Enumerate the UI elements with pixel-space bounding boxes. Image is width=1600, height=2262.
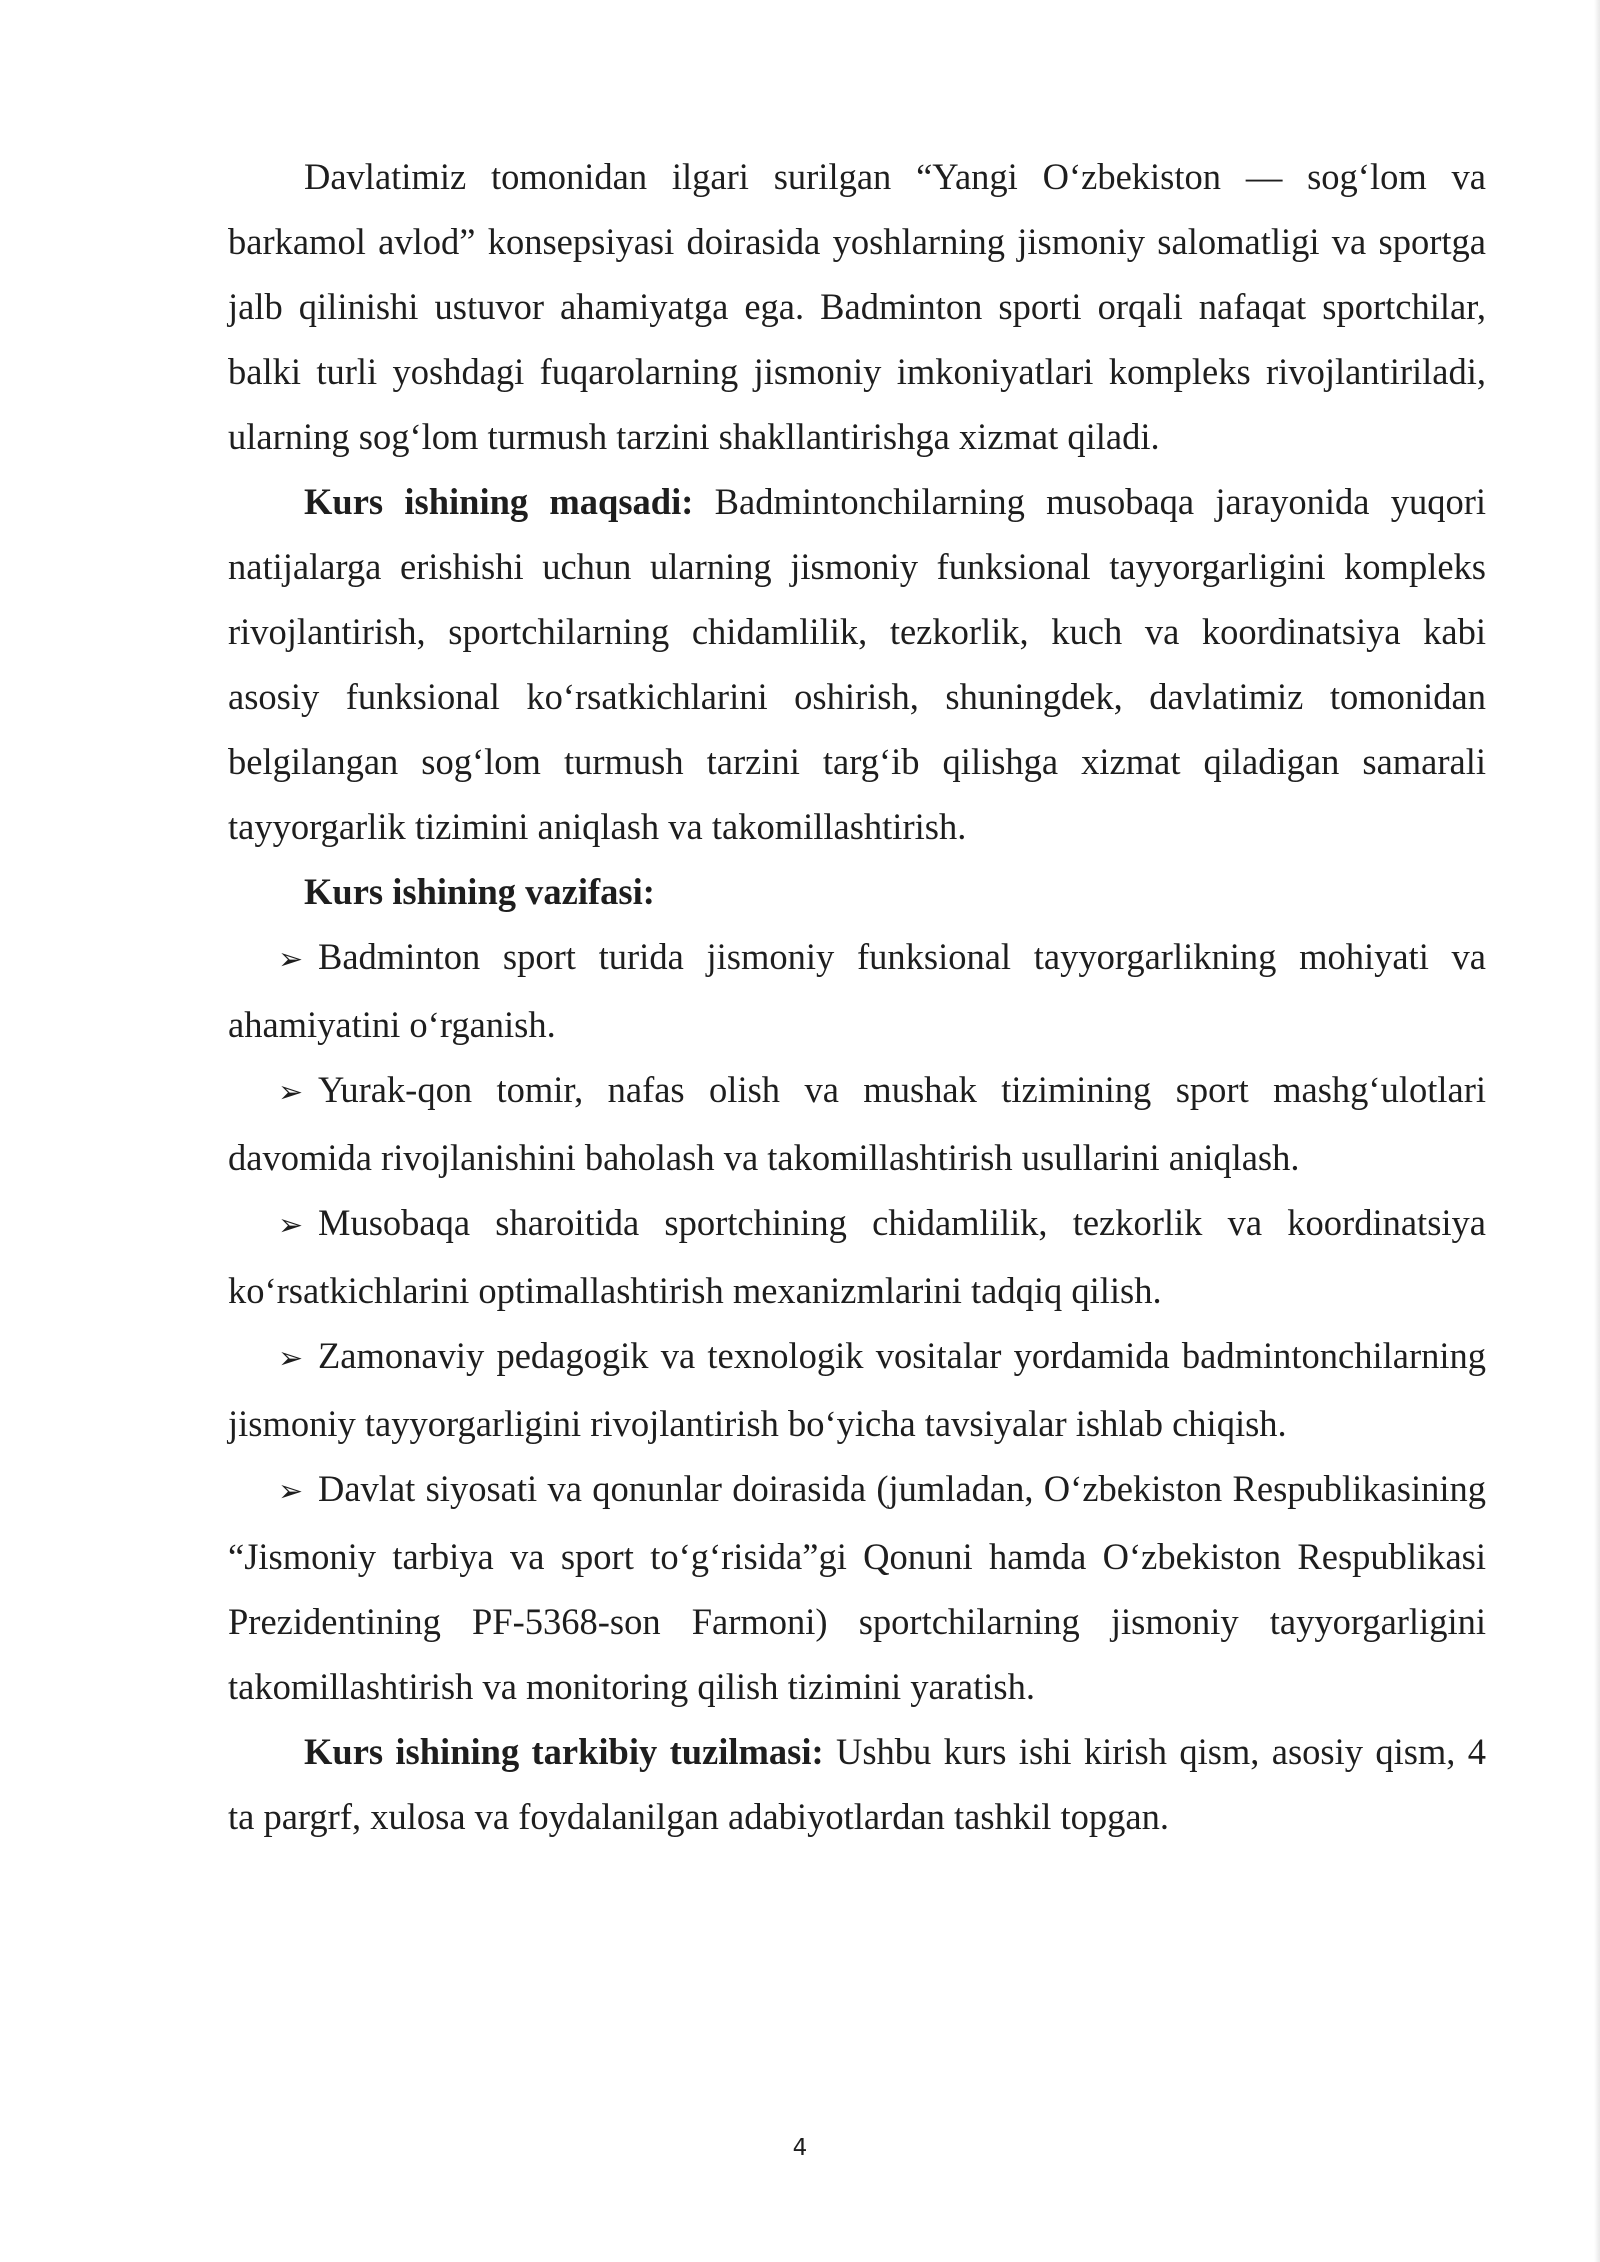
task-text: Badminton sport turida jismoniy funksional tayyorgarlikning mohiyati va ahamiyatini o‘rganish. [228, 936, 1486, 1045]
task-text: Musobaqa sharoitida sportchining chidamlilik, tezkorlik va koordinatsiya ko‘rsatkichlarini optimallashtirish mexanizmlarini tadqiq qilish. [228, 1202, 1486, 1311]
goal-label: Kurs ishining maqsadi: [304, 481, 694, 522]
task-text: Yurak-qon tomir, nafas olish va mushak tizimining sport mashg‘ulotlari davomida rivojlanishini baholash va takomillashtirish usullarini aniqlash. [228, 1069, 1486, 1178]
intro-paragraph: Davlatimiz tomonidan ilgari surilgan “Yangi O‘zbekiston — sog‘lom va barkamol avlod” konsepsiyasi doirasida yoshlarning jismoniy salomatligi va sportga jalb qilinishi ustuvor ahamiyatga ega. Badminton sporti orqali nafaqat sportchilar, balki turli yoshdagi fuqarolarning jismoniy imkoniyatlari kompleks rivojlantiriladi, ularning sog‘lom turmush tarzini shakllantirishga xizmat qiladi. [228, 156, 1486, 457]
arrow-bullet-icon: ➢ [278, 1075, 304, 1110]
structure-label: Kurs ishining tarkibiy tuzilmasi: [304, 1731, 824, 1772]
task-text: Zamonaviy pedagogik va texnologik vositalar yordamida badmintonchilarning jismoniy tayyorgarligini rivojlantirish bo‘yicha tavsiyalar ishlab chiqish. [228, 1335, 1486, 1444]
arrow-bullet-icon: ➢ [278, 1341, 304, 1376]
page-number: 4 [792, 2135, 808, 2161]
structure-text: Ushbu kurs ishi kirish qism, asosiy qism, 4 ta pargrf, xulosa va foydalanilgan adabiyotlardan tashkil topgan. [228, 1731, 1487, 1837]
task-item [228, 1456, 1486, 1719]
goal-paragraph [228, 469, 1486, 859]
arrow-bullet-icon: ➢ [278, 1474, 304, 1509]
goal-text: Badmintonchilarning musobaqa jarayonida yuqori natijalarga erishishi uchun ularning jismoniy funksional tayyorgarligini kompleks rivojlantirish, sportchilarning chidamlilik, tezkorlik, kuch va koordinatsiya kabi asosiy funksional ko‘rsatkichlarini oshirish, shuningdek, davlatimiz tomonidan belgilangan sog‘lom turmush tarzini targ‘ib qilishga xizmat qiladigan samarali tayyorgarlik tizimini aniqlash va takomillashtirish. [228, 481, 1486, 847]
body-text [228, 144, 1486, 1849]
page-edge-shadow [1594, 0, 1600, 2262]
arrow-bullet-icon: ➢ [278, 1208, 304, 1243]
task-text: Davlat siyosati va qonunlar doirasida (jumladan, O‘zbekiston Respublikasining “Jismoniy tarbiya va sport to‘g‘risida”gi Qonuni hamda O‘zbekiston Respublikasi Prezidentining PF-5368-son Farmoni) sportchilarning jismoniy tayyorgarligini takomillashtirish va monitoring qilish tizimini yaratish. [228, 1468, 1486, 1707]
task-item [228, 924, 1486, 1057]
task-item [228, 1323, 1486, 1456]
task-item [228, 1057, 1486, 1190]
arrow-bullet-icon: ➢ [278, 942, 304, 977]
structure-paragraph [228, 1719, 1486, 1849]
task-item [228, 1190, 1486, 1323]
tasks-heading: Kurs ishining vazifasi: [304, 871, 655, 912]
